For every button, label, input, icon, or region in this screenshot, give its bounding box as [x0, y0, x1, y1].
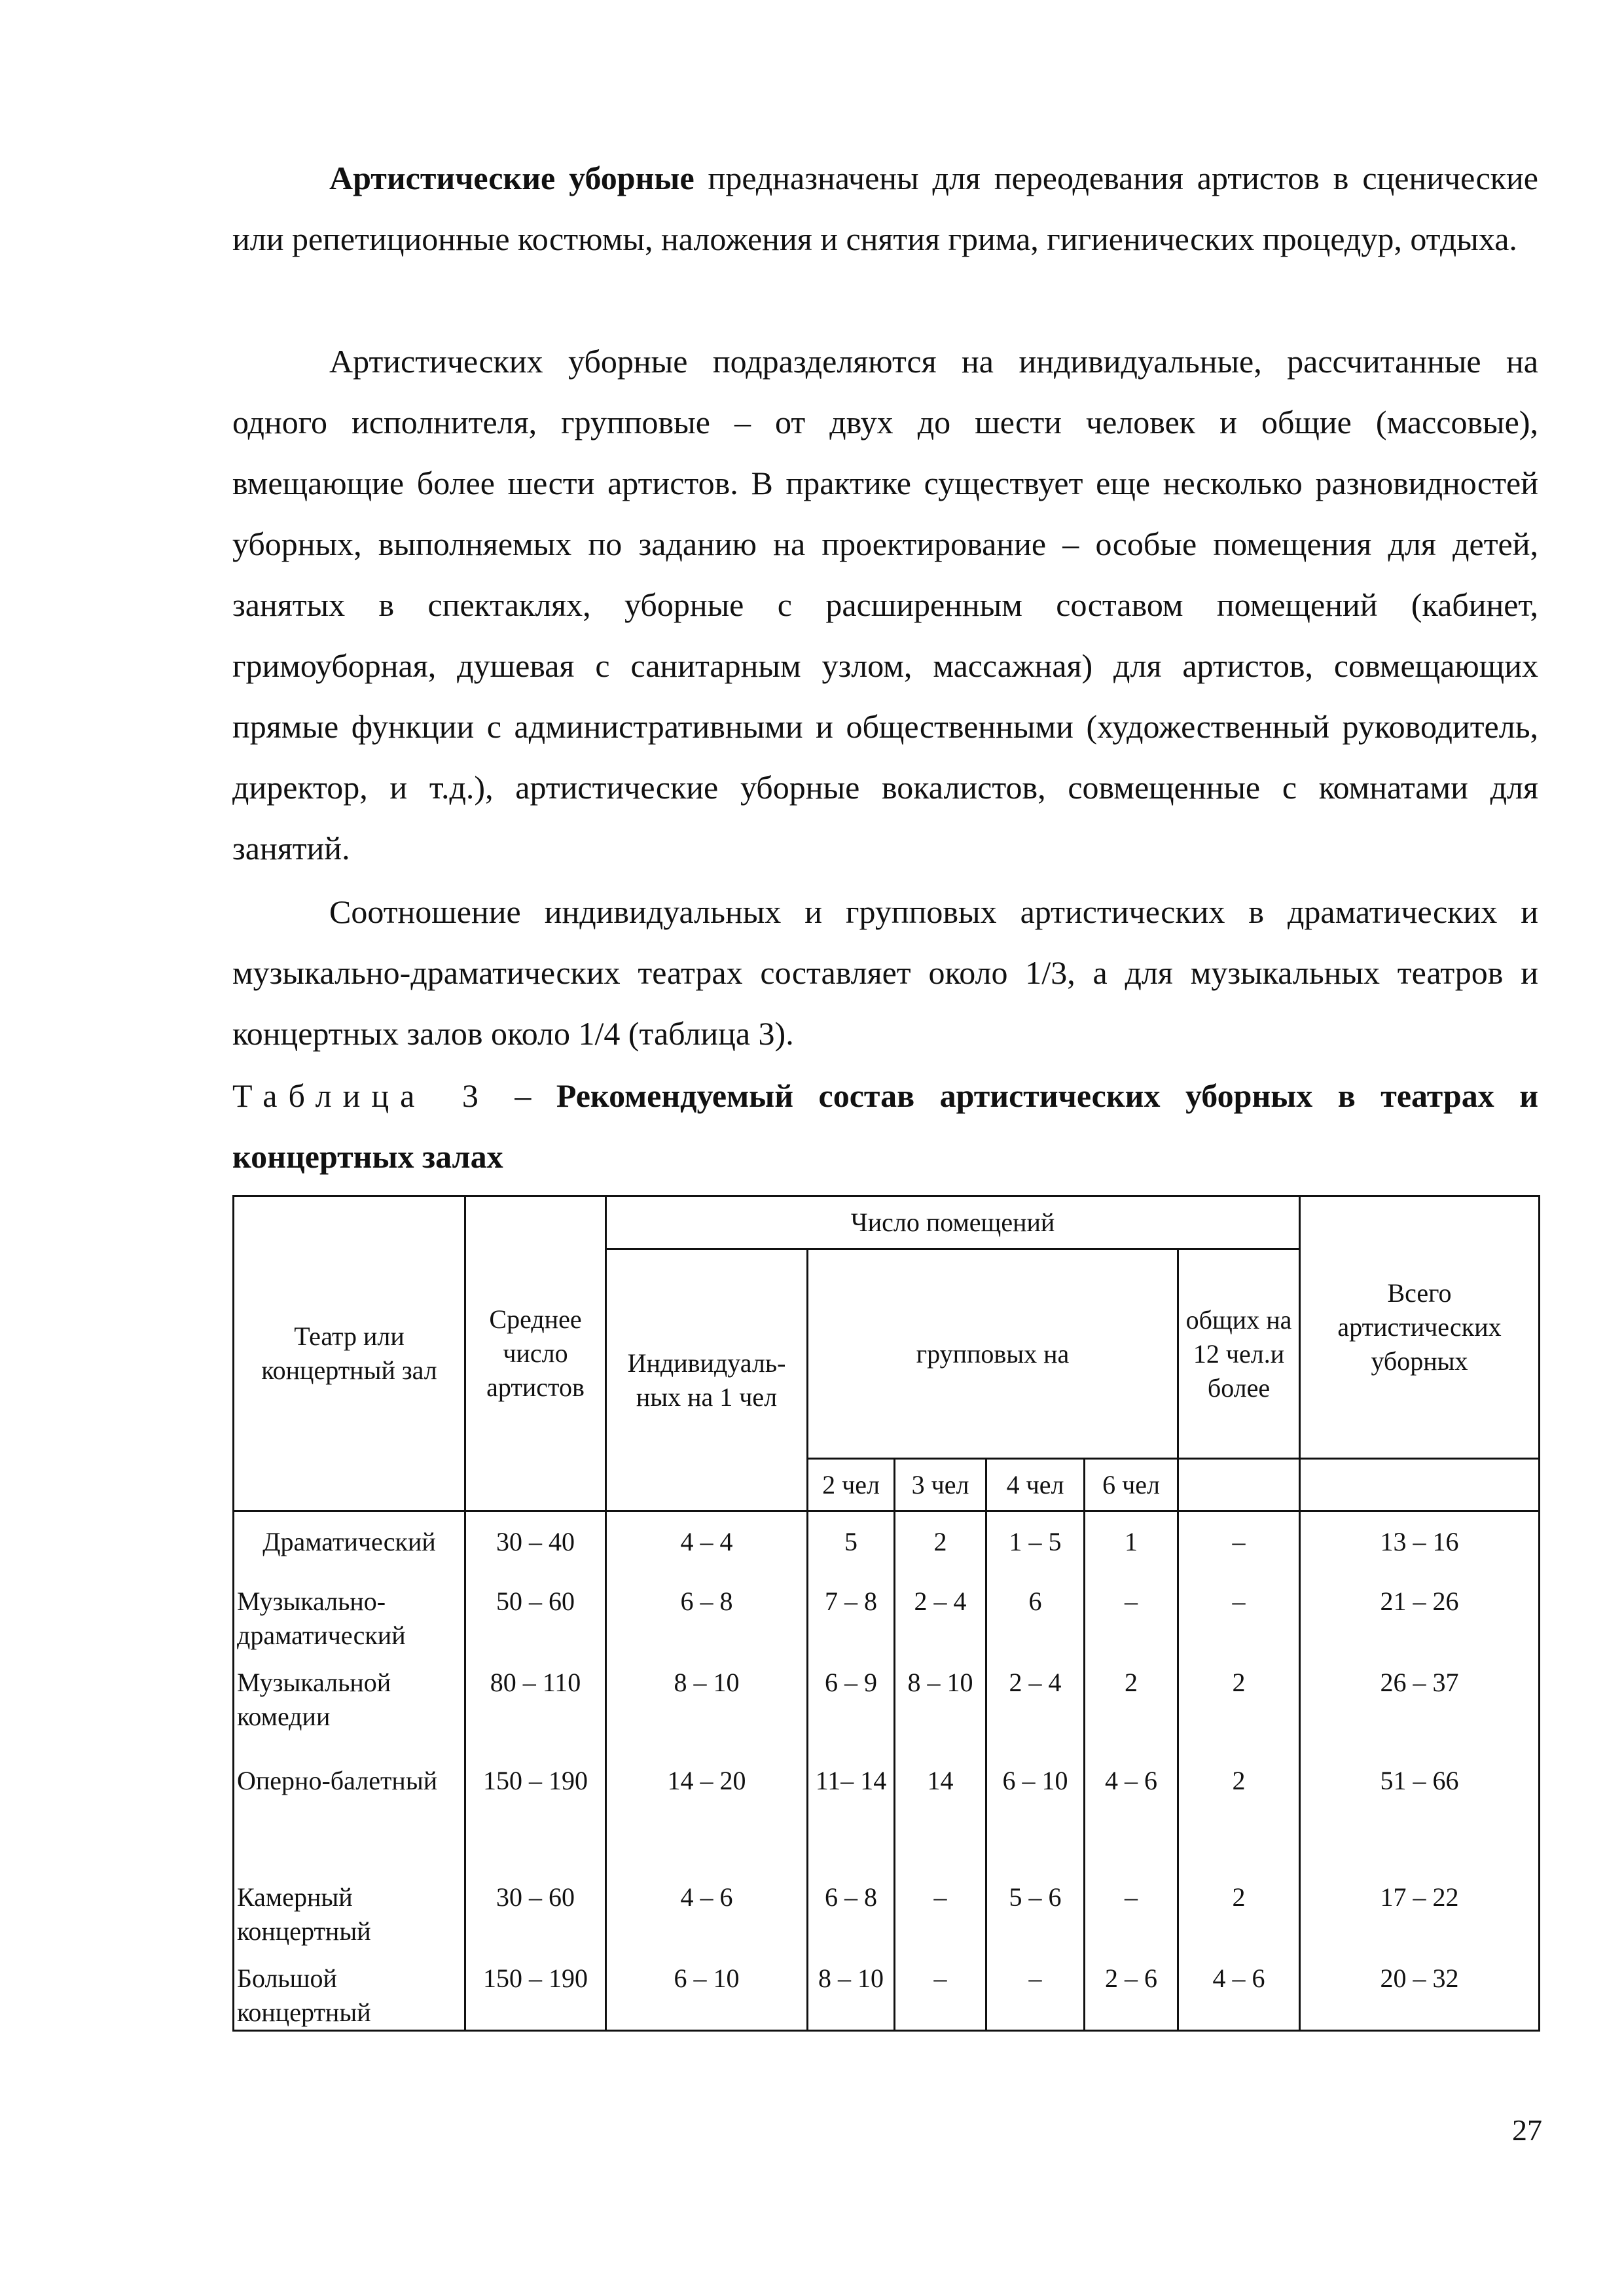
row-group-2: 7 – 8 — [808, 1571, 895, 1653]
paragraph-1 — [232, 148, 1538, 270]
row-avg: 30 – 60 — [465, 1867, 606, 1948]
row-total: 17 – 22 — [1300, 1867, 1540, 1948]
table-caption — [232, 1066, 1538, 1187]
table-row — [234, 1511, 1540, 1571]
row-group-4: 2 – 4 — [986, 1653, 1085, 1751]
row-total: 20 – 32 — [1300, 1948, 1540, 2031]
row-group-6: 2 – 6 — [1085, 1948, 1178, 2031]
row-group-4: 6 – 10 — [986, 1751, 1085, 1867]
paragraph-1-text: предназначены для переодевания артистов в сценические или репетиционные костюмы, наложения и снятия грима, гигиенических процедур, отдыха. — [232, 160, 1538, 257]
artist-rooms-table — [232, 1195, 1540, 2032]
row-common: – — [1178, 1571, 1300, 1653]
row-individual: 14 – 20 — [606, 1751, 808, 1867]
row-individual: 4 – 6 — [606, 1867, 808, 1948]
table-caption-dash: – — [489, 1077, 556, 1114]
header-common-empty — [1178, 1459, 1300, 1511]
row-common: – — [1178, 1511, 1300, 1571]
row-common: 2 — [1178, 1867, 1300, 1948]
row-group-3: 8 – 10 — [895, 1653, 986, 1751]
row-group-2: 5 — [808, 1511, 895, 1571]
table-row — [234, 1867, 1540, 1948]
header-group-2: 2 чел — [808, 1459, 895, 1511]
row-individual: 8 – 10 — [606, 1653, 808, 1751]
row-name: Музыкально-драматический — [234, 1571, 465, 1653]
row-group-6: 2 — [1085, 1653, 1178, 1751]
paragraph-2 — [232, 331, 1538, 879]
row-avg: 30 – 40 — [465, 1511, 606, 1571]
row-group-2: 11– 14 — [808, 1751, 895, 1867]
row-common: 2 — [1178, 1751, 1300, 1867]
row-avg: 150 – 190 — [465, 1948, 606, 2031]
header-avg-artists: Среднее число артистов — [465, 1196, 606, 1511]
header-total-empty — [1300, 1459, 1540, 1511]
row-group-2: 8 – 10 — [808, 1948, 895, 2031]
paragraph-3 — [232, 882, 1538, 1064]
row-individual: 6 – 8 — [606, 1571, 808, 1653]
row-group-6: 4 – 6 — [1085, 1751, 1178, 1867]
row-group-4: 6 — [986, 1571, 1085, 1653]
header-total: Всего артистических уборных — [1300, 1196, 1540, 1459]
row-group-4: – — [986, 1948, 1085, 2031]
row-group-2: 6 – 8 — [808, 1867, 895, 1948]
row-name: Большой концертный — [234, 1948, 465, 2031]
header-group-4: 4 чел — [986, 1459, 1085, 1511]
row-name: Музыкальной комедии — [234, 1653, 465, 1751]
page-number: 27 — [1512, 2113, 1542, 2147]
paragraph-3-text: Соотношение индивидуальных и групповых артистических в драматических и музыкально-драматических театрах составляет около 1/3, а для музыкальных театров и концертных залов около 1/4 (таблица 3). — [232, 893, 1538, 1052]
row-group-3: 2 – 4 — [895, 1571, 986, 1653]
row-avg: 150 – 190 — [465, 1751, 606, 1867]
paragraph-1-term: Артистические уборные — [329, 160, 695, 196]
row-name: Оперно-балетный — [234, 1751, 465, 1867]
table-row — [234, 1751, 1540, 1867]
paragraph-2-text: Артистических уборные подразделяются на индивидуальные, рассчитанные на одного исполнителя, групповые – от двух до шести человек и общие (массовые), вмещающие более шести артистов. В практике существует еще несколько разновидностей уборных, выполняемых по заданию на проектирование – особые помещения для детей, занятых в спектаклях, уборные с расширенным составом помещений (кабинет, гримоуборная, душевая с санитарным узлом, массажная) для артистов, совмещающих прямые функции с административными и общественными (художественный руководитель, директор, и т.д.), артистические уборные вокалистов, совмещенные с комнатами для занятий. — [232, 343, 1538, 867]
row-avg: 50 – 60 — [465, 1571, 606, 1653]
header-theatre: Театр или концертный зал — [234, 1196, 465, 1511]
row-group-4: 1 – 5 — [986, 1511, 1085, 1571]
table-caption-title: Рекомендуемый состав артистических уборных в театрах и концертных залах — [232, 1077, 1539, 1175]
row-total: 26 – 37 — [1300, 1653, 1540, 1751]
header-group-3: 3 чел — [895, 1459, 986, 1511]
row-group-3: 14 — [895, 1751, 986, 1867]
table-row — [234, 1571, 1540, 1653]
row-common: 2 — [1178, 1653, 1300, 1751]
row-group-6: – — [1085, 1571, 1178, 1653]
table-row — [234, 1653, 1540, 1751]
row-total: 51 – 66 — [1300, 1751, 1540, 1867]
row-common: 4 – 6 — [1178, 1948, 1300, 2031]
header-group-6: 6 чел — [1085, 1459, 1178, 1511]
header-common: общих на 12 чел.и более — [1178, 1249, 1300, 1459]
row-individual: 6 – 10 — [606, 1948, 808, 2031]
row-group-6: – — [1085, 1867, 1178, 1948]
table-caption-label: Таблица 3 — [232, 1077, 490, 1114]
row-group-3: – — [895, 1867, 986, 1948]
row-name: Камерный концертный — [234, 1867, 465, 1948]
row-group-4: 5 – 6 — [986, 1867, 1085, 1948]
row-group-2: 6 – 9 — [808, 1653, 895, 1751]
row-individual: 4 – 4 — [606, 1511, 808, 1571]
row-group-3: 2 — [895, 1511, 986, 1571]
row-group-6: 1 — [1085, 1511, 1178, 1571]
table-row — [234, 1948, 1540, 2031]
row-group-3: – — [895, 1948, 986, 2031]
row-total: 13 – 16 — [1300, 1511, 1540, 1571]
header-group: групповых на — [808, 1249, 1178, 1459]
row-avg: 80 – 110 — [465, 1653, 606, 1751]
header-rooms: Число помещений — [606, 1196, 1300, 1249]
row-total: 21 – 26 — [1300, 1571, 1540, 1653]
header-individual: Индивидуаль-ных на 1 чел — [606, 1249, 808, 1511]
row-name: Драматический — [234, 1511, 465, 1571]
